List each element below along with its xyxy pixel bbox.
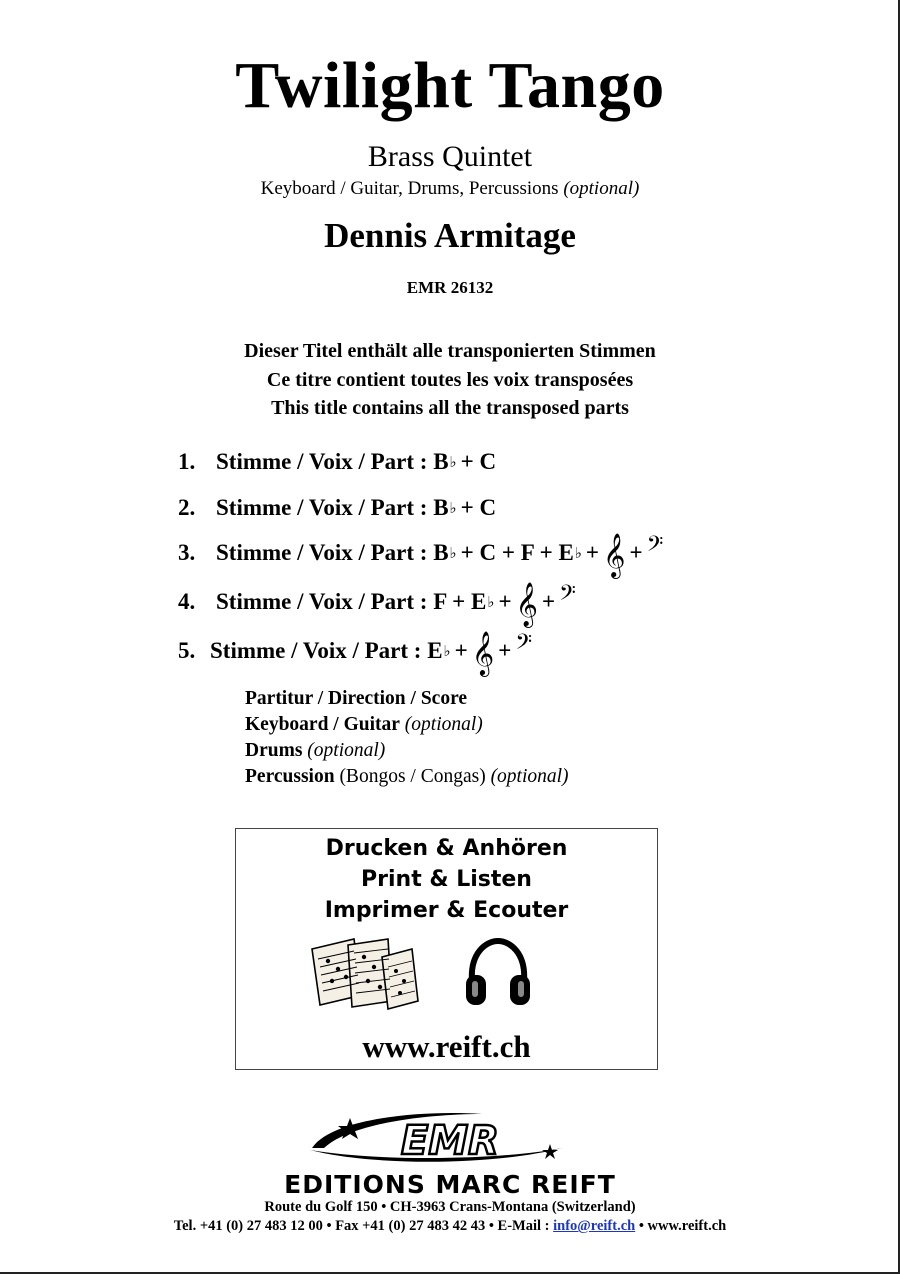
part-1: 1. Stimme / Voix / Part : B ♭ + C — [178, 449, 497, 474]
publisher-address: Route du Golf 150 • CH-3963 Crans-Montana (Switzerland) — [264, 1199, 636, 1215]
part-5: 5. Stimme / Voix / Part : E ♭ + 𝄞 + 𝄢 — [178, 629, 533, 675]
treble-clef-icon: 𝄞 — [603, 533, 626, 577]
part-label: Stimme / Voix / Part : — [216, 449, 428, 474]
publisher-contact — [0, 1218, 900, 1235]
flat-icon: ♭ — [574, 545, 582, 562]
treble-clef-icon: 𝄞 — [515, 582, 539, 626]
instrumentation-main: Keyboard / Guitar, Drums, Percussions — [260, 178, 559, 199]
part-label: Stimme / Voix / Part : — [216, 495, 428, 520]
emr-logo — [232, 1108, 668, 1170]
catalog-number: EMR 26132 — [406, 278, 494, 297]
bass-clef-icon: 𝄢 — [515, 629, 533, 660]
instrumentation-optional: (optional) — [563, 178, 640, 199]
part-number: 5. — [178, 638, 196, 663]
flat-icon: ♭ — [443, 643, 451, 660]
bass-clef-icon: 𝄢 — [559, 580, 576, 611]
print-listen-box — [235, 828, 658, 1070]
emr-logo-text: EMR — [401, 1118, 499, 1164]
subtitle: Brass Quintet — [367, 140, 533, 173]
sheet-music-icon — [308, 935, 420, 1011]
note-english: This title contains all the transposed parts — [271, 397, 629, 419]
transposed-parts-note — [0, 337, 900, 423]
bass-clef-icon: 𝄢 — [646, 531, 664, 562]
contact-phone-fax: Tel. +41 (0) 27 483 12 00 • Fax +41 (0) 27 483 42 43 • E-Mail : — [173, 1218, 550, 1234]
website-link[interactable]: www.reift.ch — [362, 1029, 531, 1064]
flat-icon: ♭ — [449, 545, 457, 562]
part-2: 2. Stimme / Voix / Part : B ♭ + C — [178, 495, 497, 520]
flat-icon: ♭ — [487, 594, 495, 611]
page-title: Twilight Tango — [235, 49, 665, 122]
drums-line: Drums (optional) — [245, 740, 386, 761]
keyboard-line: Keyboard / Guitar (optional) — [245, 714, 483, 735]
print-line-english: Print & Listen — [361, 867, 532, 892]
print-listen-text — [236, 833, 657, 926]
additional-parts — [245, 686, 569, 790]
flat-icon: ♭ — [449, 454, 457, 471]
print-line-french: Imprimer & Ecouter — [324, 898, 569, 923]
note-french: Ce titre contient toutes les voix transposées — [266, 368, 634, 391]
instrumentation — [0, 178, 900, 200]
part-label: Stimme / Voix / Part : — [216, 540, 428, 565]
part-3: 3. Stimme / Voix / Part : B ♭ + C + F + E ♭ + 𝄞 + 𝄢 — [178, 531, 664, 577]
treble-clef-icon: 𝄞 — [471, 631, 495, 675]
email-link[interactable]: info@reift.ch — [553, 1218, 636, 1234]
publisher-name: EDITIONS MARC REIFT — [284, 1170, 616, 1199]
part-label: Stimme / Voix / Part : — [216, 589, 428, 614]
print-line-german: Drucken & Anhören — [325, 836, 568, 861]
headphones-icon — [462, 937, 534, 1009]
part-number: 3. — [178, 540, 196, 565]
part-label: Stimme / Voix / Part : — [210, 638, 422, 663]
score-line: Partitur / Direction / Score — [245, 688, 468, 709]
composer: Dennis Armitage — [324, 216, 576, 255]
part-4: 4. Stimme / Voix / Part : F + E ♭ + 𝄞 + 𝄢 — [178, 580, 576, 626]
part-number: 4. — [178, 589, 196, 614]
part-number: 2. — [178, 495, 196, 520]
percussion-line: Percussion (Bongos / Congas) (optional) — [245, 766, 569, 787]
part-number: 1. — [178, 449, 196, 474]
flat-icon: ♭ — [449, 500, 457, 517]
contact-website[interactable]: • www.reift.ch — [638, 1218, 727, 1234]
note-german: Dieser Titel enthält alle transponierten Stimmen — [244, 340, 656, 362]
